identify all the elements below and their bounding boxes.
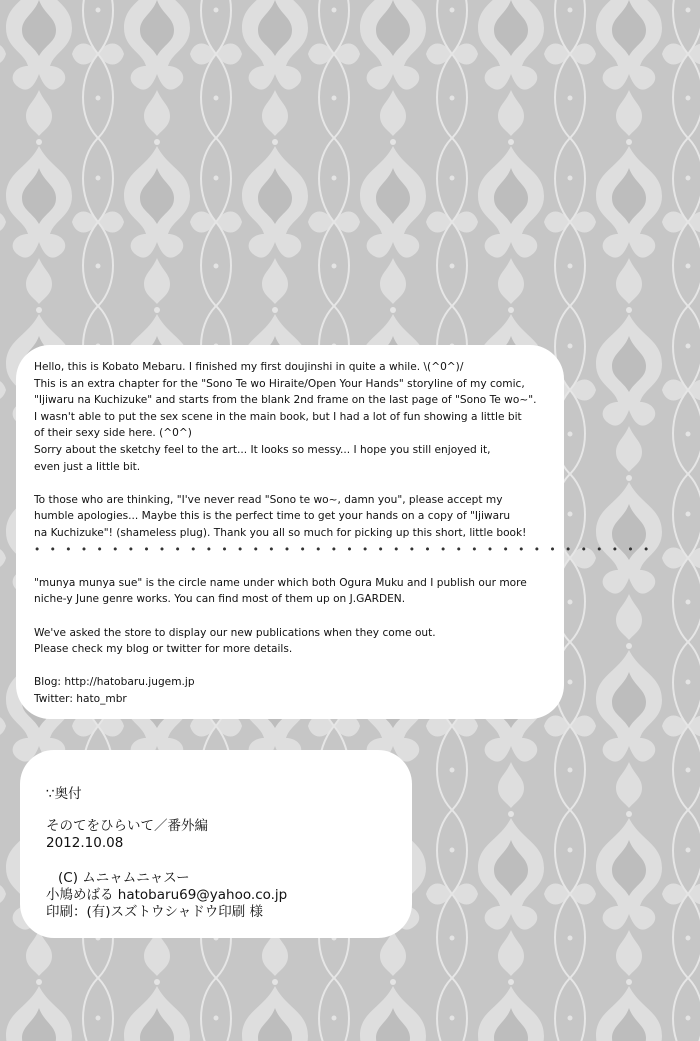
afterword-line: "munya munya sue" is the circle name under which both Ogura Muku and I publish our more: [34, 576, 527, 589]
afterword-line: na Kuchizuke"! (shameless plug). Thank you all so much for picking up this short, little book!: [34, 526, 527, 539]
afterword-line: "Ijiwaru na Kuchizuke" and starts from the blank 2nd frame on the last page of "Sono Te wo~".: [34, 394, 537, 407]
afterword-line: To those who are thinking, "I've never read "Sono te wo~, damn you", please accept my: [34, 493, 503, 506]
twitter-line: Twitter: hato_mbr: [34, 692, 127, 705]
afterword-line: Sorry about the sketchy feel to the art... It looks so messy... I hope you still enjoyed it,: [34, 443, 491, 456]
paragraph-gap: [34, 608, 546, 625]
paragraph-gap: [34, 558, 546, 575]
blog-line: Blog: http://hatobaru.jugem.jp: [34, 676, 195, 689]
afterword-line: We've asked the store to display our new publications when they come out.: [34, 626, 436, 639]
afterword-line: Hello, this is Kobato Mebaru. I finished my first doujinshi in quite a while. \(^0^)/: [34, 361, 464, 373]
printer-line: 印刷：(有)スズトウシャドウ印刷 様: [46, 904, 264, 920]
copyright-circle: (C) ムニャムニャスー: [58, 870, 190, 886]
publish-date: 2012.10.08: [46, 835, 124, 851]
book-title: そのてをひらいて／番外編: [46, 818, 208, 834]
afterword-note-box: [16, 345, 653, 719]
colophon-box: [20, 750, 412, 938]
afterword-line: even just a little bit.: [34, 460, 141, 473]
author-contact: 小鳩めばる hatobaru69@yahoo.co.jp: [46, 887, 288, 903]
afterword-line: This is an extra chapter for the "Sono Te wo Hiraite/Open Your Hands" storyline of my comic,: [34, 377, 525, 390]
afterword-line: humble apologies... Maybe this is the perfect time to get your hands on a copy of "Ijiwaru: [34, 510, 511, 523]
dotted-divider: • • • • • • • • • • • • • • • • • • • • • • • • • • • • • • • • • • • • • • • •: [34, 543, 653, 556]
afterword-line: of their sexy side here. (^0^): [34, 427, 192, 440]
colophon-heading: ∵奥付: [46, 786, 82, 802]
afterword-line: Please check my blog or twitter for more details.: [34, 643, 293, 656]
paragraph-gap: [34, 658, 546, 675]
paragraph-gap: [34, 475, 546, 492]
afterword-line: niche-y June genre works. You can find most of them up on J.GARDEN.: [34, 593, 406, 606]
afterword-line: I wasn't able to put the sex scene in the main book, but I had a lot of fun showing a little bit: [34, 410, 522, 423]
